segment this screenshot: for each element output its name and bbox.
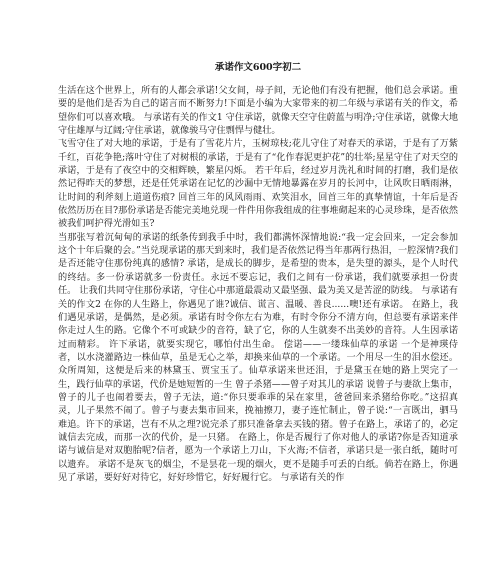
paragraph: 当那张写着沉甸甸的承诺的纸条传到我手中时，我们都满怀深情地说:“我一定会回来，一定会参加这个十年后聚的会。”当兑现承诺的那天到来时，我们是否依然记得当年那两行热泪，一腔深情?我们是否还能守住那份纯真的感情? 承诺，是成长的脚步，是希望的贵本，是失望的源头，是个人时代的终结。多一份承诺就多一份责任。永远不要忘记，我们之间有一份承诺，我们就要承担一份责任。 让我们共同守住那份承诺，守住心中那道最震动又最坚强、最为美又是苦涩的防线。 与承诺有关的作文2 在你的人生路上，你遇见了谁?诚信、谎言、温暖、善良......噢!还有承诺。 在路上，我们遇见承诺，是偶然，是必须。承诺有时令你左右为难，有时令你分不清方向，但总要有承诺来伴你走过人生的路。它像个不可或缺少的音符，缺了它，你的人生就奏不出美妙的音符。人生因承诺过而精彩。 许下承诺，就要实现它，哪怕付出生命。 偿诺——一缕珠仙草的承诺 一个是神瑛侍者，以水浇灌路边一株仙草，虽是无心之举，却换来仙草的一个承诺。一个用尽一生的泪水偿还。众所周知，这便是后来的林黛玉、贾宝玉了。仙草承诺来世还泪，于是黛玉在她的路上哭完了一生，践行仙草的承诺，代价是她短暂的一生 曾子杀猪——曾子对其儿的承诺 说曾子与妻欲上集市，曾子的儿子也闹着要去，曾子无法，道:“你只要乖乖的呆在家里，爸爸回来杀猪给你吃。”这招真灵，儿子果然不闹了。曾子与妻去集市回来，挽袖擦刀，妻子连忙制止，曾子说:“一言既出，驷马难追。许下的承诺，岂有不从之理?说完杀了那只准备拿去买钱的猪。曾子在路上，承诺了的，必定诚信去完成，而那一次的代价，是一只猪。 在路上，你是否履行了你对他人的承诺?你是否知道承诺与诚信是对双胞胎呢?信者，愿为一个承诺上刀山，下火海;不信者，承诺只是一张白纸，随时可以遗弃。 承诺不是灰飞的烟尘，不是昙花一现的烟火，更不是随手可丢的白纸。倘若在路上，你遇见了承诺，要好好对待它，好好珍惜它，好好履行它。 与承诺有关的作 <box>58 232 458 483</box>
paragraph: 飞雪守住了对大地的承诺，于是有了雪花片片，玉树琼枝;花儿守住了对春天的承诺，于是有了万紫千红，百花争艳;落叶守住了对树根的承诺，于是有了“化作春泥更护花”的壮举;星星守住了对天空的承诺，于是有了夜空中的交相辉映，繁星闪烁。 若干年后，经过岁月洗礼和时间的打磨，我们是依然记得昨天的梦想，还是任凭承诺在记忆的沙漏中无情地暴露在岁月的长河中，让风吹日晒雨淋，让时间的利斧刻上道道伤痕? 回首三年的风风雨雨、欢笑泪水，回首三年的真挚情谊，十年后是否依然历历在目?那份承诺是否能完美地兑现一件件用你我组成的往事堆砌起来的心灵珍珠，是否依然被我们呵护得光滑如玉? <box>58 139 458 230</box>
paragraph: 生活在这个世界上，所有的人都会承诺!父女间，母子间，无论他们有没有把握，他们总会承诺。重要的是他们是否为自己的诺言而不断努力!下面是小编为大家带来的初二年级与承诺有关的作文，希望你们可以喜欢哦。 与承诺有关的作文1 守住承诺，就像天空守住蔚蓝与明净;守住承诺，就像大地守住雄厚与辽阔;守住承诺，就像骏马守住剽悍与健壮。 <box>58 86 458 137</box>
document-title: 承诺作文600字初二 <box>214 62 302 73</box>
